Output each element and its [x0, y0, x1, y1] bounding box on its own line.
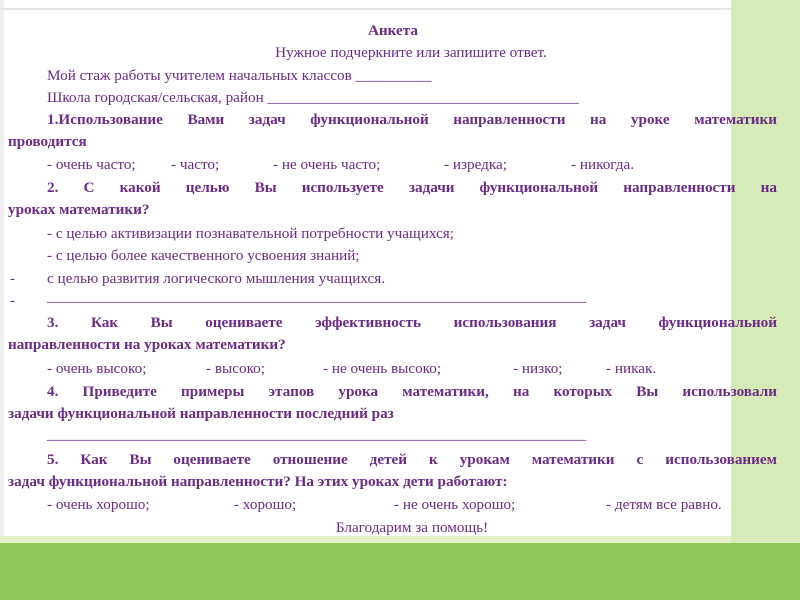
- q1-option: - не очень часто;: [273, 156, 381, 173]
- q5-option: - хорошо;: [234, 496, 297, 513]
- left-edge: [0, 0, 4, 543]
- q1-option: - очень часто;: [47, 156, 136, 173]
- q3-option: - никак.: [606, 360, 657, 377]
- q1-option: - никогда.: [571, 156, 635, 173]
- experience-line: Мой стаж работы учителем начальных классов __________: [47, 67, 432, 84]
- bottom-green-band: [0, 543, 800, 600]
- q3-option: - высоко;: [206, 360, 265, 377]
- right-green-band: [731, 0, 800, 600]
- q4-text-line2: задачи функциональной направленности последний раз: [8, 405, 394, 422]
- q2-text-line2: уроках математики?: [8, 201, 150, 218]
- q5-text-line1: 5. Как Вы оцениваете отношение детей к урокам математики с использованием: [47, 451, 777, 468]
- q5-option: - очень хорошо;: [47, 496, 150, 513]
- q3-option: - очень высоко;: [47, 360, 147, 377]
- q2-bullet: -: [10, 292, 16, 309]
- q1-text-line2: проводится: [8, 133, 87, 150]
- q4-text-line1: 4. Приведите примеры этапов урока математики, на которых Вы использовали: [47, 383, 777, 400]
- q5-option: - детям все равно.: [606, 496, 722, 513]
- q2-option: - с целью активизации познавательной потребности учащихся;: [47, 225, 454, 242]
- q4-blank: _______________________________________________________________________: [47, 426, 587, 443]
- q2-option: - с целью более качественного усвоения знаний;: [47, 247, 360, 264]
- school-line: Школа городская/сельская, район _________________________________________: [47, 89, 579, 106]
- q2-bullet: -: [10, 270, 16, 287]
- q2-text-line1: 2. С какой целью Вы используете задачи функциональной направленности на: [47, 179, 777, 196]
- thanks-line: Благодарим за помощь!: [335, 519, 489, 536]
- top-divider: [0, 8, 731, 10]
- q5-text-line2: задач функциональной направленности? На этих уроках дети работают:: [8, 473, 508, 490]
- q3-text-line1: 3. Как Вы оцениваете эффективность использования задач функциональной: [47, 314, 777, 331]
- q2-option: с целью развития логического мышления учащихся.: [47, 270, 386, 287]
- instruction: Нужное подчеркните или запишите ответ.: [275, 44, 547, 61]
- q1-text-line1: 1.Использование Вами задач функциональной направленности на уроке математики: [47, 111, 777, 128]
- q3-text-line2: направленности на уроках математики?: [8, 336, 286, 353]
- q5-option: - не очень хорошо;: [394, 496, 516, 513]
- q3-option: - низко;: [513, 360, 563, 377]
- q1-option: - часто;: [171, 156, 220, 173]
- q2-blank: _______________________________________________________________________: [47, 288, 587, 305]
- questionnaire-title: Анкета: [367, 22, 419, 39]
- q1-option: - изредка;: [444, 156, 507, 173]
- q3-option: - не очень высоко;: [323, 360, 442, 377]
